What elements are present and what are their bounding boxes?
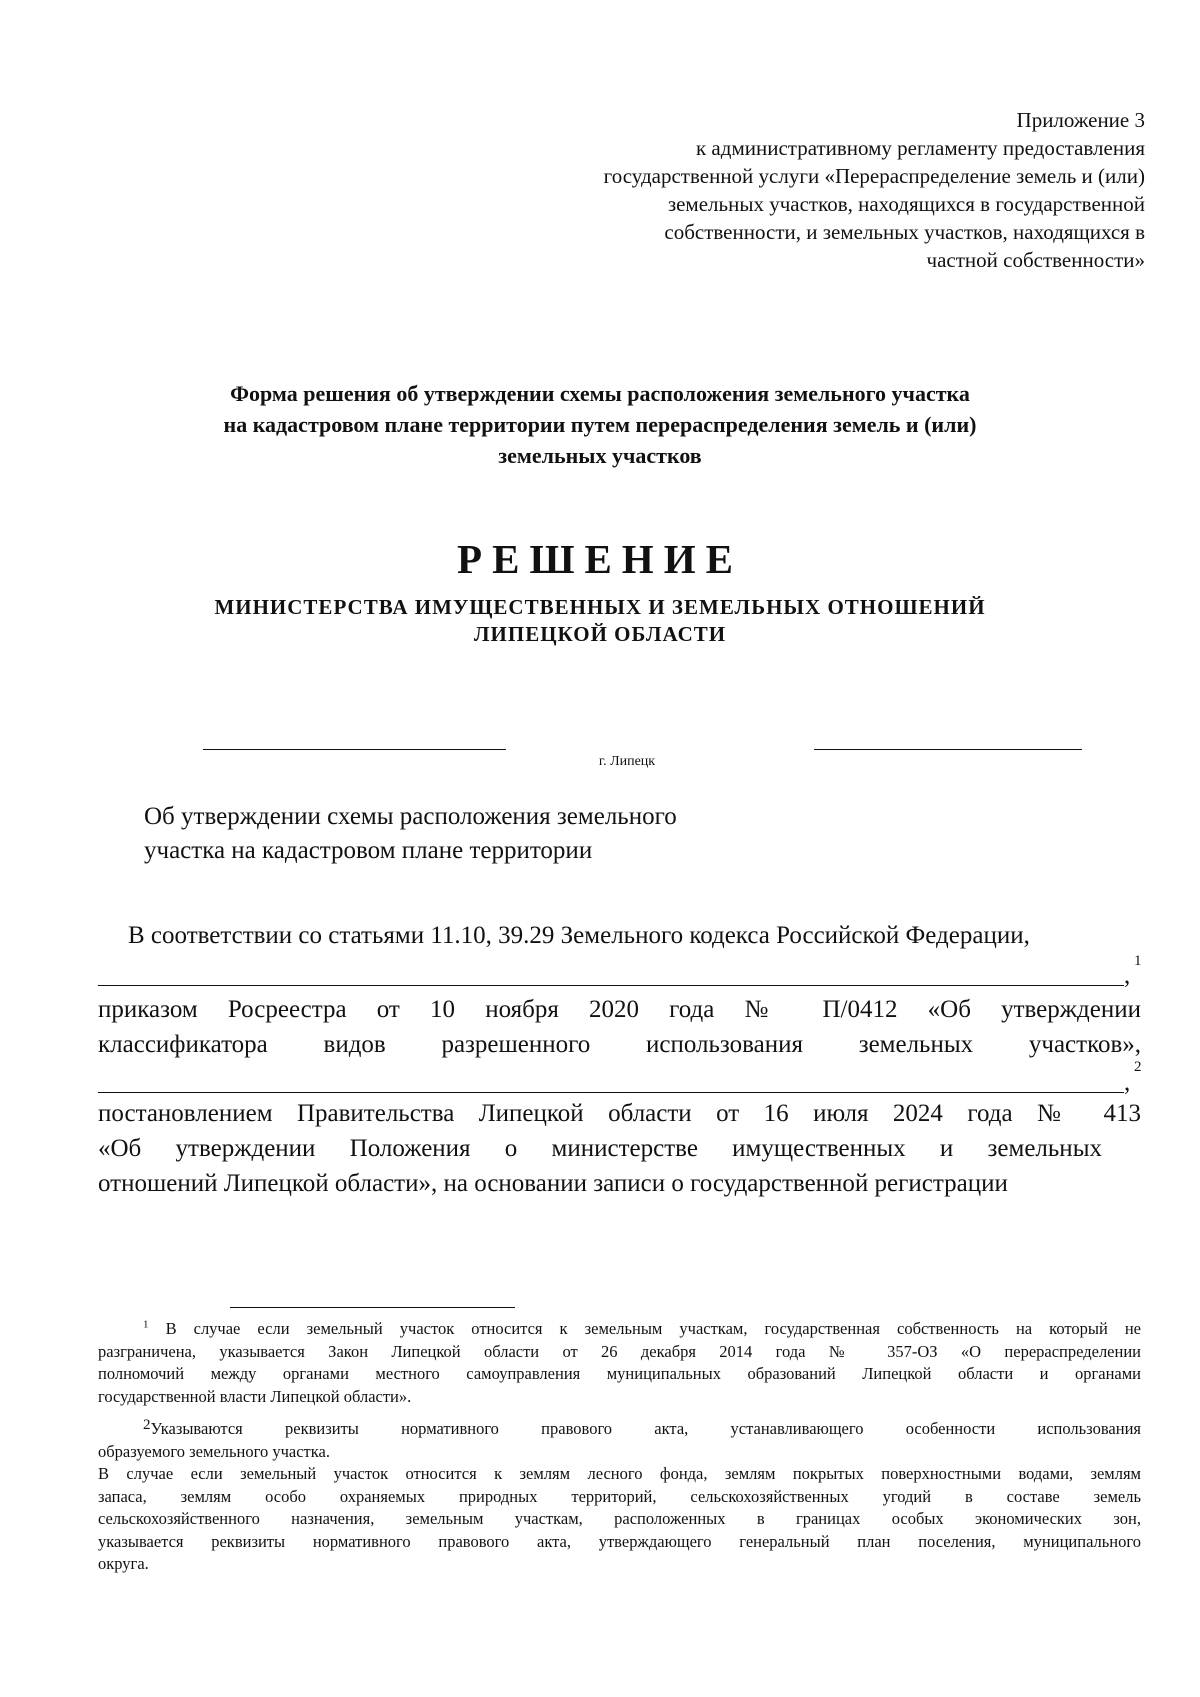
footnote-ref-1: 1	[1134, 953, 1142, 969]
subject-line: участка на кадастровом плане территории	[144, 837, 593, 864]
appendix-line: государственной услуги «Перераспределение земель и (или)	[603, 164, 1145, 188]
footnote-2-mark: 2	[143, 1417, 151, 1433]
footnote-line: полномочий между органами местного самоуправления муниципальных образований Липецкой области и органами	[98, 1364, 1141, 1383]
form-title-line: на кадастровом плане территории путем перераспределения земель и (или)	[223, 412, 977, 437]
footnote-line	[98, 1318, 1141, 1341]
blank-line-2	[98, 1092, 1124, 1093]
footnote-1	[98, 1318, 1141, 1408]
footnote-line: округа.	[98, 1554, 149, 1573]
footnote-separator	[230, 1307, 515, 1308]
blank-line-1	[98, 985, 1124, 986]
appendix-header	[525, 106, 1145, 274]
ministry-name	[0, 594, 1200, 648]
footnote-line: образуемого земельного участка.	[98, 1441, 330, 1461]
footnote-2-text: Указываются реквизиты нормативного правового акта, устанавливающего особенности использования	[150, 1419, 1141, 1438]
footnote-line: сельскохозяйственного назначения, земельным участкам, расположенных в границах особых экономических зон,	[98, 1509, 1141, 1528]
footnote-line: государственной власти Липецкой области».	[98, 1386, 412, 1406]
ministry-line: МИНИСТЕРСТВА ИМУЩЕСТВЕННЫХ И ЗЕМЕЛЬНЫХ ОТНОШЕНИЙ	[214, 595, 986, 619]
footnote-line: указывается реквизиты нормативного правового акта, утверждающего генеральный план поселения, муниципального	[98, 1531, 1141, 1551]
body-line: классификатора видов разрешенного использования земельных участков»,	[98, 1031, 1141, 1058]
body-line: приказом Росреестра от 10 ноября 2020 года № П/0412 «Об утверждении	[98, 996, 1141, 1023]
appendix-line: частной собственности»	[926, 248, 1145, 272]
footnote-line: запаса, землям особо охраняемых природных территорий, сельскохозяйственных угодий в составе земель	[98, 1486, 1141, 1506]
city-label: г. Липецк	[598, 754, 656, 769]
blank-line-comma: ,	[1124, 962, 1131, 989]
form-title	[100, 378, 1100, 471]
appendix-line: к административному регламенту предоставления	[695, 136, 1145, 160]
footnote-ref-2: 2	[1134, 1059, 1142, 1075]
footnote-1-text: В случае если земельный участок относится к земельным участкам, государственная собственность на который не	[165, 1319, 1142, 1338]
ministry-line: ЛИПЕЦКОЙ ОБЛАСТИ	[473, 622, 727, 646]
body-line: постановлением Правительства Липецкой области от 16 июля 2024 года № 413	[98, 1100, 1141, 1127]
footnote-line: В случае если земельный участок относится к землям лесного фонда, землям покрытых поверхностными водами, землям	[98, 1464, 1141, 1483]
form-title-line: земельных участков	[498, 443, 702, 468]
date-blank-line	[203, 749, 506, 750]
appendix-line: земельных участков, находящихся в государственной	[667, 192, 1145, 216]
footnote-line: разграничена, указывается Закон Липецкой области от 26 декабря 2014 года № 357-ОЗ «О перераспределении	[98, 1341, 1141, 1361]
blank-line-comma: ,	[1124, 1069, 1131, 1096]
body-line: отношений Липецкой области», на основании записи о государственной регистрации	[98, 1170, 1008, 1197]
footnote-2-continuation	[98, 1463, 1141, 1576]
form-title-line: Форма решения об утверждении схемы расположения земельного участка	[230, 381, 970, 406]
footnote-2	[98, 1418, 1141, 1463]
decision-subject	[144, 800, 677, 868]
number-blank-line	[814, 749, 1082, 750]
appendix-line: Приложение 3	[1016, 108, 1145, 132]
decision-heading: РЕШЕНИЕ	[457, 536, 743, 582]
body-line: «Об утверждении Положения о министерстве имущественных и земельных	[98, 1135, 1102, 1162]
body-line: В соответствии со статьями 11.10, 39.29 Земельного кодекса Российской Федерации,	[128, 922, 1030, 949]
footnote-line	[98, 1418, 1141, 1441]
subject-line: Об утверждении схемы расположения земельного	[144, 803, 677, 830]
footnote-1-mark: 1	[143, 1318, 149, 1331]
appendix-line: собственности, и земельных участков, находящихся в	[664, 220, 1145, 244]
